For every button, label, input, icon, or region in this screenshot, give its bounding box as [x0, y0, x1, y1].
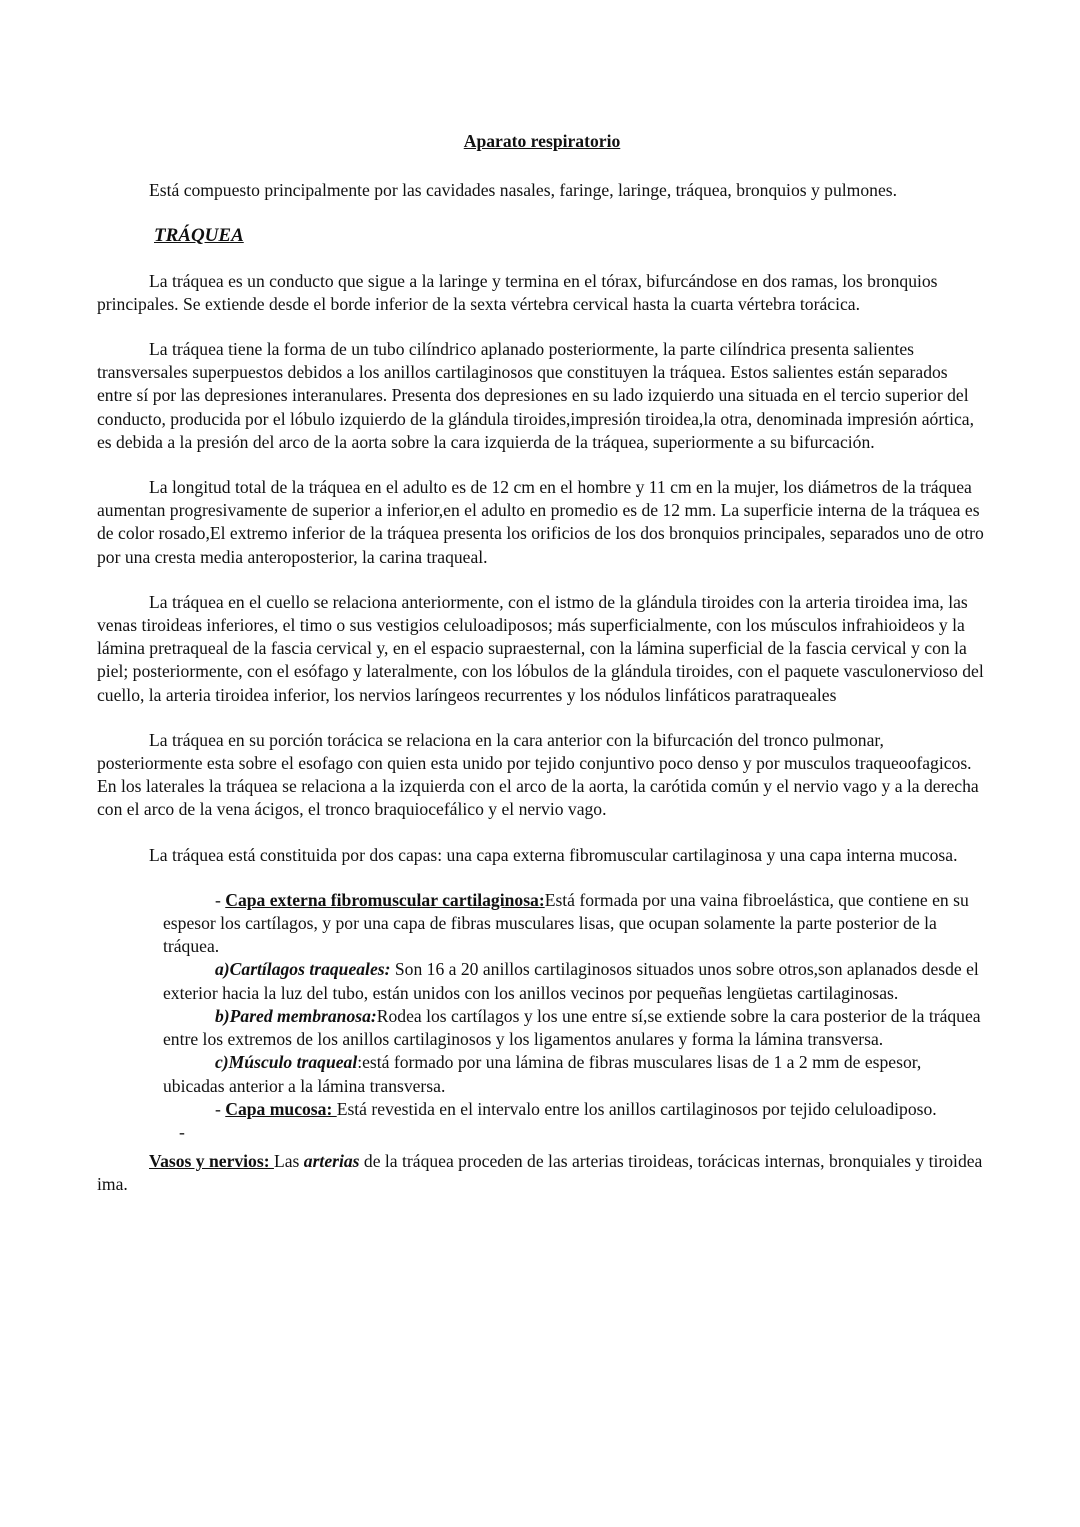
empty-list-dash: - — [179, 1121, 185, 1142]
list-item-capa-mucosa — [163, 1098, 987, 1121]
list-item-cartilagos — [163, 958, 987, 1004]
paragraph-definition: La tráquea es un conducto que sigue a la laringe y termina en el tórax, bifurcándose en dos ramas, los bronquios principales. Se extiende desde el borde inferior de la sexta vértebra cervical hasta la cuarta vértebra torácica. — [97, 270, 938, 314]
list-item-musculo — [163, 1051, 987, 1097]
capa-externa-text: Está formada por una vaina fibroelástica, que contiene en su espesor los cartílagos, y por una capa de fibras musculares lisas, que ocupan solamente la parte posterior de la tráquea. — [163, 889, 969, 957]
intro-paragraph: Está compuesto principalmente por las cavidades nasales, faringe, laringe, tráquea, bronquios y pulmones. — [149, 180, 897, 201]
document-page — [97, 130, 987, 1196]
vasos-text-2: de la tráquea proceden de las arterias tiroideas, torácicas internas, bronquiales y tiroidea ima. — [97, 1150, 983, 1195]
paragraph-thoracic-relations: La tráquea en su porción torácica se relaciona en la cara anterior con la bifurcación del tronco pulmonar, posteriormente esta sobre el esofago con quien esta unido por tejido conjuntivo poco denso y por musculos traqueoofagicos. En los laterales la tráquea se relaciona a la izquierda con el arco de la aorta, la carótida común y el nervio vago y a la derecha con el arco de la vena ácigos, el tronco braquiocefálico y el nervio vago. — [97, 729, 979, 820]
paragraph-layers: La tráquea está constituida por dos capas: una capa externa fibromuscular cartilaginosa y una capa interna mucosa. — [149, 844, 958, 865]
list-item-capa-externa — [163, 889, 987, 959]
paragraph-neck-relations: La tráquea en el cuello se relaciona anteriormente, con el istmo de la glándula tiroides con la arteria tiroidea ima, las venas tiroideas inferiores, el timo o sus vestigios celuloadiposos; más superficialmente, con los músculos infrahioideos y la lámina pretraqueal de la fascia cervical y, en el espacio supraesternal, con la lámina superficial de la fascia cervical y con la piel; posteriormente, con el esófago y lateralmente, con los lóbulos de la glándula tiroides, con el paquete vasculonervioso del cuello, la arteria tiroidea inferior, los nervios laríngeos recurrentes y los nódulos linfáticos paratraqueales — [97, 591, 984, 705]
section-title-traquea: TRÁQUEA — [154, 225, 244, 247]
cartilagos-label: a)Cartílagos traqueales: — [215, 959, 391, 980]
pared-label: b)Pared membranosa: — [215, 1005, 377, 1026]
pared-text: Rodea los cartílagos y los une entre sí,se extiende sobre la cara posterior de la tráquea entre los extremos de los anillos cartilaginosos y los ligamentos anulares y forma la lámina transversa. — [163, 1005, 981, 1050]
paragraph-vasos-nervios — [97, 1150, 987, 1196]
layers-list — [163, 889, 987, 1144]
musculo-label: c)Músculo traqueal — [215, 1052, 358, 1073]
vasos-emphasis: arterias — [303, 1150, 360, 1171]
paragraph-shape: La tráquea tiene la forma de un tubo cilíndrico aplanado posteriormente, la parte cilíndrica presenta salientes transversales superpuestos debidos a los anillos cartilaginosos que constituyen la tráquea. Estos salientes están separados entre sí por las depresiones interanulares. Presenta dos depresiones en su lado izquierdo una situada en el tercio superior del conducto, producida por el lóbulo izquierdo de la glándula tiroides,impresión tiroidea,la otra, denominada impresión aórtica, es debida a la presión del arco de la aorta sobre la cara izquierda de la tráquea, superiormente a su bifurcación. — [97, 339, 974, 452]
list-dash: - — [215, 889, 226, 910]
document-title: Aparato respiratorio — [463, 131, 621, 151]
musculo-text: :está formado por una lámina de fibras musculares lisas de 1 a 2 mm de espesor, ubicadas anterior a la lámina transversa. — [163, 1052, 922, 1096]
cartilagos-text: Son 16 a 20 anillos cartilaginosos situados unos sobre otros,son aplanados desde el exterior hacia la luz del tubo, están unidos con los anillos vecinos por pequeñas lengüetas cartilaginosas. — [163, 959, 979, 1003]
capa-externa-label: Capa externa fibromuscular cartilaginosa: — [225, 889, 545, 910]
capa-mucosa-label: Capa mucosa: — [225, 1098, 337, 1119]
paragraph-length: La longitud total de la tráquea en el adulto es de 12 cm en el hombre y 11 cm en la mujer, los diámetros de la tráquea aumentan progresivamente de superior a inferior,en el adulto en promedio es de 12 mm. La superficie interna de la tráquea es de color rosado,El extremo inferior de la tráquea presenta los orificios de los dos bronquios principales, separados uno de otro por una cresta media anteroposterior, la carina traqueal. — [97, 477, 984, 567]
vasos-text-1: Las — [273, 1150, 304, 1171]
list-dash: - — [215, 1098, 226, 1119]
list-item-pared — [163, 1005, 987, 1051]
capa-mucosa-text: Está revestida en el intervalo entre los anillos cartilaginosos por tejido celuloadiposo. — [336, 1098, 937, 1119]
vasos-label: Vasos y nervios: — [149, 1150, 274, 1171]
